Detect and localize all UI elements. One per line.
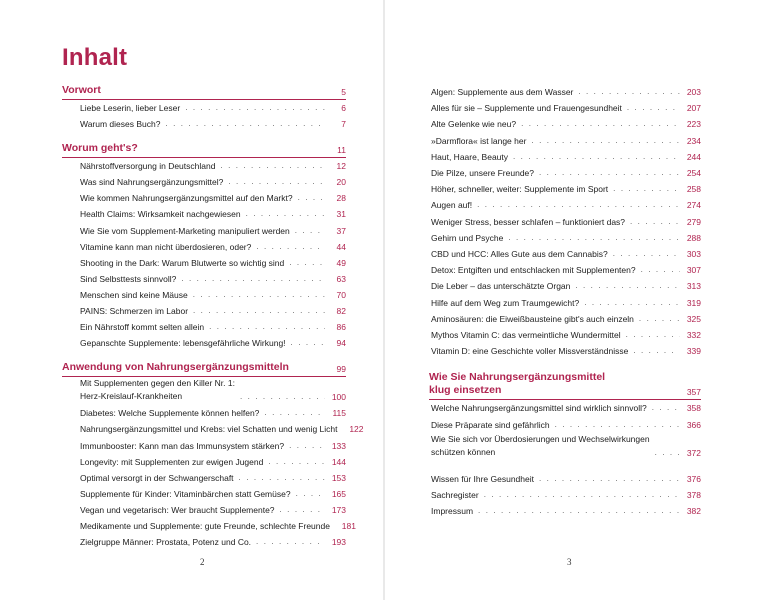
toc-entry-title: Ein Nährstoff kommt selten allein [80,322,205,333]
page-number-left: 2 [200,557,205,567]
toc-entry[interactable] [62,534,346,550]
dot-leader [240,389,325,405]
toc-entry-title: Weniger Stress, besser schlafen – funktioniert das? [431,216,626,227]
toc-entry-title: Health Claims: Wirksamkeit nachgewiesen [80,209,241,220]
toc-entry-title: Wissen für Ihre Gesundheit [431,473,534,484]
toc-entry-title: Die Leber – das unterschätzte Organ [431,281,571,292]
toc-entry[interactable] [429,230,701,246]
toc-entry-title: Detox: Entgiften und entschlacken mit Supplementen? [431,265,636,276]
toc-entry[interactable] [62,287,346,303]
toc-entry[interactable] [429,487,701,503]
toc-entry-page: 378 [686,490,701,501]
toc-entry-page: 122 [349,424,364,435]
toc-entry-title: Impressum [431,506,474,517]
toc-entry[interactable] [62,335,346,351]
toc-entry[interactable] [62,271,346,287]
toc-entry[interactable] [429,100,701,116]
dot-leader [627,100,680,116]
toc-entry-page: 258 [686,184,701,195]
dot-leader [626,327,680,343]
toc-entry-title: Longevity: mit Supplementen zur ewigen Jugend [80,456,264,467]
toc-entry-title: Zielgruppe Männer: Prostata, Potenz und Co. [80,537,252,548]
toc-entry-title: Gepanschte Supplemente: lebensgefährliche Wirkung! [80,338,286,349]
toc-entry-page: 203 [686,87,701,97]
toc-entry[interactable] [429,262,701,278]
toc-entry-title: Mythos Vitamin C: das vermeintliche Wundermittel [431,330,621,341]
toc-entry[interactable] [62,454,346,470]
toc-entry-title: Diese Präparate sind gefährlich [431,419,550,430]
toc-entry-page: 7 [341,119,346,130]
toc-entry-page: 366 [686,419,701,430]
toc-entry-page: 100 [331,392,346,403]
toc-entry[interactable] [429,149,701,165]
toc-entry[interactable] [429,116,701,132]
dot-leader [264,405,325,421]
dot-leader [268,454,325,470]
toc-entry-page: 339 [686,346,701,357]
toc-entry-page: 6 [341,103,346,113]
dot-leader [181,271,325,287]
toc-entry[interactable] [62,421,364,437]
toc-entry-page: 82 [336,306,346,317]
toc-entry-page: 313 [686,281,701,292]
toc-section-page: 99 [336,364,346,375]
right-page [385,0,771,600]
toc-entry[interactable] [62,377,346,405]
toc-entry-page: 382 [686,506,701,517]
toc-entry-page: 94 [336,338,346,349]
page-title: Inhalt [62,44,128,71]
toc-entry-title: Alles für sie – Supplemente und Frauengesundheit [431,103,622,114]
dot-leader [289,438,325,454]
toc-entry-title: Wie kommen Nahrungsergänzungsmittel auf den Markt? [80,193,293,204]
toc-entry-page: 28 [336,193,346,204]
dot-leader [521,116,680,132]
toc-entry-page: 44 [336,241,346,252]
toc-entry[interactable] [429,84,701,100]
toc-entry-page: 12 [336,161,346,172]
toc-entry-title: Aminosäuren: die Eiweißbausteine gibt's auch einzeln [431,313,634,324]
toc-entry-title: Optimal versorgt in der Schwangerschaft [80,472,234,483]
toc-section-page: 5 [341,87,346,97]
toc-entry[interactable] [62,190,346,206]
toc-entry-page: 332 [686,330,701,341]
dot-leader [513,149,680,165]
toc-entry-title: Höher, schneller, weiter: Supplemente im Sport [431,184,609,195]
toc-entry-page: 63 [336,273,346,284]
toc-entry-page: 274 [686,200,701,211]
toc-entry[interactable] [62,255,346,271]
dot-leader [295,223,325,239]
toc-entry-title: Algen: Supplemente aus dem Wasser [431,87,574,97]
toc-entry[interactable] [62,502,346,518]
toc-entry-title: Vitamin D: eine Geschichte voller Missverständnisse [431,346,629,357]
toc-entry-title: Welche Nahrungsergänzungsmittel sind wirklich sinnvoll? [431,403,647,414]
toc-entry-page: 70 [336,289,346,300]
toc-entry-page: 37 [336,225,346,236]
toc-entry-page: 307 [686,265,701,276]
dot-leader [280,502,325,518]
toc-entry-page: 115 [332,408,346,419]
toc-entry-page: 358 [686,403,701,414]
toc-entry-title: Vitamine kann man nicht überdosieren, oder? [80,241,252,252]
toc-entry-page: 223 [686,119,701,130]
toc-entry-title: Mit Supplementen gegen den Killer Nr. 1: Herz-Kreislauf-Krankheiten [80,378,235,402]
dot-leader [584,295,680,311]
dot-leader [655,445,680,461]
toc-entry[interactable] [429,327,701,343]
toc-entry-title: Alte Gelenke wie neu? [431,119,517,130]
dot-leader [539,471,680,487]
toc-entry-title: Immunbooster: Kann man das Immunsystem stärken? [80,440,285,451]
dot-leader [508,230,680,246]
toc-entry-page: 31 [336,209,346,220]
toc-entry[interactable] [62,223,346,239]
toc-section-title: Anwendung von Nahrungsergänzungsmitteln [62,361,289,374]
toc-right [429,84,701,519]
toc-entry-page: 207 [686,103,701,114]
toc-entry[interactable] [429,433,701,461]
spacer [429,461,701,471]
toc-section-heading[interactable] [62,361,346,377]
dot-leader [477,197,680,213]
toc-entry-title: Nährstoffversorgung in Deutschland [80,161,216,172]
toc-entry[interactable] [62,174,346,190]
toc-entry[interactable] [429,197,701,213]
left-page [0,0,383,600]
toc-entry-title: Was sind Nahrungsergänzungsmittel? [80,177,224,188]
toc-entry-title: Gehirn und Psyche [431,232,504,243]
toc-entry-title: Wie Sie vom Supplement-Marketing manipuliert werden [80,225,290,236]
dot-leader [633,343,680,359]
toc-entry-page: 173 [331,504,346,515]
dot-leader [256,239,325,255]
toc-entry-title: CBD und HCC: Alles Gute aus dem Cannabis? [431,249,608,260]
toc-entry[interactable] [429,214,701,230]
toc-entry-page: 279 [686,216,701,227]
toc-entry[interactable] [62,158,346,174]
toc-entry-title: Wie Sie sich vor Überdosierungen und Wechselwirkungen schützen können [431,433,650,457]
toc-entry-page: 234 [686,135,701,146]
toc-entry-page: 153 [331,472,346,483]
toc-entry-page: 133 [331,440,346,451]
toc-entry[interactable] [429,503,701,519]
toc-entry-title: Nahrungsergänzungsmittel und Krebs: viel Schatten und wenig Licht [80,424,338,435]
toc-entry[interactable] [62,486,346,502]
toc-entry-title: Sind Selbsttests sinnvoll? [80,273,177,284]
toc-entry[interactable] [429,295,701,311]
toc-entry-title: Menschen sind keine Mäuse [80,289,188,300]
toc-entry[interactable] [62,438,346,454]
toc-entry-page: 288 [686,232,701,243]
toc-entry[interactable] [62,206,346,222]
dot-leader [613,181,680,197]
dot-leader [630,214,680,230]
toc-entry[interactable] [62,239,346,255]
toc-entry[interactable] [429,471,701,487]
dot-leader [613,246,680,262]
toc-entry[interactable] [62,518,356,534]
dot-leader [209,319,325,335]
toc-entry-page: 376 [686,473,701,484]
toc-section-heading[interactable] [62,142,346,158]
toc-entry-page: 303 [686,249,701,260]
toc-entry[interactable] [62,405,346,421]
toc-entry-title: Medikamente und Supplemente: gute Freunde, schlechte Freunde [80,520,330,531]
toc-entry-title: Sachregister [431,490,479,501]
toc-entry[interactable] [429,311,701,327]
dot-leader [256,534,325,550]
dot-leader [575,278,680,294]
toc-entry-title: Die Pilze, unsere Freunde? [431,168,535,179]
dot-leader [478,503,680,519]
toc-section-title: Vorwort [62,84,101,96]
toc-entry[interactable] [429,343,701,359]
toc-entry[interactable] [429,400,701,416]
toc-section-title: Worum geht's? [62,142,138,155]
toc-section-heading[interactable] [429,371,701,400]
page-number-right: 3 [567,557,572,567]
toc-section-page: 11 [337,145,346,156]
toc-entry[interactable] [429,417,701,433]
toc-entry[interactable] [429,181,701,197]
dot-leader [296,486,325,502]
toc-entry-page: 254 [686,168,701,179]
toc-entry[interactable] [429,133,701,149]
dot-leader [228,174,325,190]
toc-entry-page: 319 [686,297,701,308]
dot-leader [193,287,325,303]
toc-entry[interactable] [429,278,701,294]
toc-entry-page: 86 [336,322,346,333]
dot-leader [539,165,680,181]
toc-section-title: Wie Sie Nahrungsergänzungsmittel klug einsetzen [429,371,606,397]
toc-entry-title: Liebe Leserin, lieber Leser [80,103,181,113]
toc-entry[interactable] [62,116,346,132]
toc-entry[interactable] [429,246,701,262]
dot-leader [484,487,680,503]
toc-entry-title: Shooting in the Dark: Warum Blutwerte so wichtig sind [80,257,285,268]
dot-leader [652,400,680,416]
dot-leader [531,133,680,149]
dot-leader [185,100,325,116]
toc-entry-page: 244 [686,151,701,162]
toc-entry-title: »Darmflora« ist lange her [431,135,527,146]
toc-entry-page: 325 [686,313,701,324]
dot-leader [298,190,325,206]
dot-leader [165,116,325,132]
toc-entry[interactable] [62,303,346,319]
toc-entry-page: 193 [331,537,346,548]
toc-entry-page: 165 [331,488,346,499]
toc-entry[interactable] [62,319,346,335]
toc-entry-page: 20 [336,177,346,188]
toc-entry[interactable] [429,165,701,181]
toc-section-heading[interactable] [62,84,346,100]
dot-leader [239,470,325,486]
dot-leader [639,311,680,327]
toc-entry-title: Diabetes: Welche Supplemente können helfen? [80,408,260,419]
toc-entry-page: 372 [686,447,701,458]
toc-entry-title: Hilfe auf dem Weg zum Traumgewicht? [431,297,580,308]
dot-leader [246,206,325,222]
dot-leader [555,417,680,433]
toc-entry[interactable] [62,470,346,486]
dot-leader [220,158,325,174]
toc-entry-title: Vegan und vegetarisch: Wer braucht Supplemente? [80,504,275,515]
dot-leader [289,255,325,271]
toc-entry-page: 49 [336,257,346,268]
toc-entry-title: Warum dieses Buch? [80,119,161,130]
dot-leader [578,84,680,100]
toc-entry-title: Haut, Haare, Beauty [431,151,509,162]
toc-entry-title: Augen auf! [431,200,473,211]
toc-entry[interactable] [62,100,346,116]
dot-leader [193,303,325,319]
dot-leader [291,335,325,351]
dot-leader [641,262,680,278]
toc-entry-page: 144 [331,456,346,467]
toc-entry-page: 181 [341,520,356,531]
toc-left [62,84,364,550]
toc-entry-title: Supplemente für Kinder: Vitaminbärchen statt Gemüse? [80,488,291,499]
toc-section-page: 357 [686,387,701,398]
toc-entry-title: PAINS: Schmerzen im Labor [80,306,189,317]
